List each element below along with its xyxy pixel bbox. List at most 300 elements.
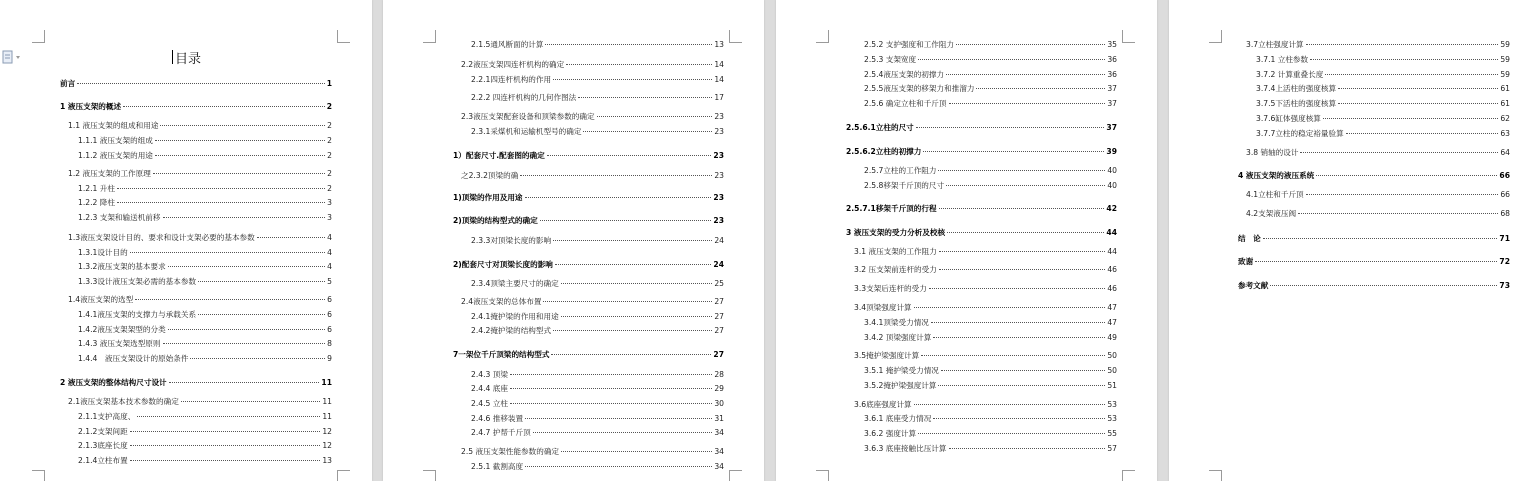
- dot-leader: [198, 281, 325, 282]
- toc-entry[interactable]: [453, 151, 724, 161]
- dot-leader: [947, 232, 1104, 233]
- margin-mark: [1122, 30, 1135, 43]
- dot-leader: [1338, 103, 1498, 104]
- toc-entry-title: 2.2.1四连杆机构的作用: [471, 75, 552, 84]
- toc-entry-title: 3.6.3 底座接触比压计算: [864, 444, 947, 453]
- toc-entry-title: 3.7立柱强度计算: [1246, 40, 1304, 49]
- toc-entry-title: 1.2.1 升柱: [78, 184, 115, 193]
- toc-entry-title: 1.4.1液压支架的支撑力与承载关系: [78, 310, 197, 319]
- toc-entry[interactable]: [68, 295, 332, 305]
- toc-entry[interactable]: [78, 151, 332, 161]
- toc-entry[interactable]: [846, 228, 1117, 238]
- dot-leader: [510, 374, 712, 375]
- toc-entry-title: 2.2.2 四连杆机构的几何作图法: [471, 93, 577, 102]
- toc-entry-title: 2.3.3对顶梁长度的影响: [471, 236, 552, 245]
- toc-entry[interactable]: [453, 350, 724, 360]
- margin-mark: [1209, 30, 1222, 43]
- toc-entry-page-number: 8: [327, 339, 332, 348]
- toc-entry[interactable]: [78, 427, 332, 437]
- dot-leader: [914, 307, 1106, 308]
- toc-entry[interactable]: [854, 303, 1117, 313]
- toc-entry-title: 4 液压支架的液压系统: [1238, 171, 1315, 180]
- dot-leader: [1325, 74, 1498, 75]
- toc-entry-title: 3.7.4上活柱的强度核算: [1256, 84, 1337, 93]
- dot-leader: [160, 125, 325, 126]
- toc-entry-title: 2.5.6.2立柱的初撑力: [846, 147, 922, 156]
- toc-entry-title: 2.4.5 立柱: [471, 399, 508, 408]
- dot-leader: [929, 288, 1106, 289]
- toc-entry[interactable]: [68, 233, 332, 243]
- toc-entry-title: 3.8 销轴的设计: [1246, 148, 1299, 157]
- dot-leader: [578, 97, 712, 98]
- toc-entry-page-number: 36: [1107, 70, 1117, 79]
- toc-entry-title: 2.5.3 支架宽度: [864, 55, 917, 64]
- margin-mark: [423, 30, 436, 43]
- toc-entry[interactable]: [471, 428, 724, 438]
- toc-entry[interactable]: [1238, 257, 1510, 267]
- toc-entry-page-number: 44: [1107, 247, 1117, 256]
- dot-leader: [1338, 88, 1498, 89]
- toc-entry-page-number: 57: [1107, 444, 1117, 453]
- margin-mark: [32, 470, 45, 481]
- dot-leader: [923, 151, 1104, 152]
- toc-entry[interactable]: [78, 262, 332, 272]
- toc-entry[interactable]: [1256, 84, 1510, 94]
- dot-leader: [933, 337, 1105, 338]
- toc-entry[interactable]: [1256, 114, 1510, 124]
- toc-entry-title: 1)顶梁的作用及用途: [453, 193, 523, 202]
- toc-entry-title: 2 液压支架的整体结构尺寸设计: [60, 378, 167, 387]
- margin-mark: [816, 30, 829, 43]
- toc-entry-title: 之2.3.2顶梁的确: [461, 171, 519, 180]
- toc-entry[interactable]: [471, 279, 724, 289]
- dot-leader: [561, 316, 713, 317]
- dot-leader: [938, 385, 1105, 386]
- toc-entry[interactable]: [864, 99, 1117, 109]
- dot-leader: [1306, 44, 1499, 45]
- toc-entry-page-number: 37: [1107, 99, 1117, 108]
- dot-leader: [551, 354, 711, 355]
- dot-leader: [956, 44, 1105, 45]
- toc-entry-title: 2.1.1支护高度、: [78, 412, 136, 421]
- toc-entry-page-number: 61: [1500, 99, 1510, 108]
- toc-entry-page-number: 30: [714, 399, 724, 408]
- toc-entry-page-number: 27: [714, 326, 724, 335]
- dot-leader: [1270, 285, 1497, 286]
- margin-mark: [337, 470, 350, 481]
- toc-entry-page-number: 27: [713, 350, 724, 359]
- dot-leader: [181, 401, 321, 402]
- toc-entry-page-number: 4: [327, 233, 332, 242]
- toc-entry-title: 3.7.2 计算重叠长度: [1256, 70, 1324, 79]
- toc-entry[interactable]: [471, 93, 724, 103]
- toc-entry-title: 1.3液压支架设计目的、要求和设计支架必要的基本参数: [68, 233, 255, 242]
- toc-entry[interactable]: [68, 121, 332, 131]
- toc-entry[interactable]: [864, 333, 1117, 343]
- dot-leader: [547, 155, 712, 156]
- toc-entry-page-number: 34: [714, 428, 724, 437]
- dot-leader: [190, 358, 325, 359]
- toc-entry-title: 2.4.4 底座: [471, 384, 508, 393]
- toc-entry-title: 3.5.2掩护梁强度计算: [864, 381, 937, 390]
- toc-entry-title: 4.2支架液压阀: [1246, 209, 1297, 218]
- toc-entry-title: 1.2.3 支架和输送机前移: [78, 213, 161, 222]
- toc-entry-page-number: 4: [327, 248, 332, 257]
- dot-leader: [946, 74, 1105, 75]
- toc-entry-title: 3.7.1 立柱参数: [1256, 55, 1309, 64]
- toc-entry-title: 3.5掩护梁强度计算: [854, 351, 920, 360]
- dot-leader: [1263, 238, 1498, 239]
- toc-entry-page-number: 35: [1107, 40, 1117, 49]
- toc-entry-title: 1.2.2 降柱: [78, 198, 115, 207]
- toc-entry[interactable]: [453, 260, 724, 270]
- dot-leader: [520, 175, 712, 176]
- toc-entry-page-number: 37: [1107, 84, 1117, 93]
- toc-entry-title: 3.4.2 顶梁强度计算: [864, 333, 932, 342]
- dot-leader: [130, 460, 321, 461]
- toc-entry-title: 3.5.1 掩护梁受力情况: [864, 366, 939, 375]
- dot-leader: [918, 433, 1105, 434]
- toc-entry-page-number: 23: [714, 171, 724, 180]
- dot-leader: [117, 188, 325, 189]
- dot-leader: [163, 343, 326, 344]
- toc-entry[interactable]: [78, 441, 332, 451]
- dot-leader: [916, 127, 1105, 128]
- toc-entry-title: 3.4顶梁强度计算: [854, 303, 912, 312]
- toc-entry-page-number: 2: [327, 184, 332, 193]
- toc-entry-page-number: 11: [322, 412, 332, 421]
- toc-entry[interactable]: [864, 55, 1117, 65]
- dot-leader: [525, 197, 712, 198]
- toc-entry-page-number: 12: [322, 441, 332, 450]
- dot-leader: [1306, 194, 1499, 195]
- toc-entry-title: 2.5.6 确定立柱和千斤顶: [864, 99, 947, 108]
- toc-entry-title: 1.4.4 液压支架设计的原始条件: [78, 354, 189, 363]
- toc-entry-title: 2.5.6.1立柱的尺寸: [846, 123, 914, 132]
- dot-leader: [533, 432, 713, 433]
- toc-entry[interactable]: [471, 326, 724, 336]
- toc-entry[interactable]: [854, 247, 1117, 257]
- toc-entry[interactable]: [864, 381, 1117, 391]
- margin-mark: [729, 30, 742, 43]
- toc-entry-title: 结 论: [1238, 234, 1261, 243]
- toc-entry-page-number: 3: [327, 198, 332, 207]
- toc-entry-title: 2.2液压支架四连杆机构的确定: [461, 60, 565, 69]
- toc-entry-title: 3.6.2 强度计算: [864, 429, 917, 438]
- toc-entry[interactable]: [864, 40, 1117, 50]
- toc-entry[interactable]: [1256, 55, 1510, 65]
- dot-leader: [155, 140, 325, 141]
- toc-entry[interactable]: [471, 399, 724, 409]
- toc-entry[interactable]: [864, 429, 1117, 439]
- dot-leader: [130, 431, 321, 432]
- toc-entry-title: 3.2 压支架前连杆的受力: [854, 265, 937, 274]
- dot-leader: [153, 173, 325, 174]
- dot-leader: [1300, 152, 1498, 153]
- toc-entry-title: 3.3支架后连杆的受力: [854, 284, 927, 293]
- toc-entry[interactable]: [854, 265, 1117, 275]
- toc-entry-page-number: 24: [713, 260, 724, 269]
- toc-entry-page-number: 23: [713, 193, 724, 202]
- toc-entry-page-number: 29: [714, 384, 724, 393]
- toc-entry-title: 2.4.7 护帮千斤顶: [471, 428, 531, 437]
- dot-leader: [1316, 175, 1497, 176]
- toc-entry[interactable]: [78, 310, 332, 320]
- toc-entry-title: 3.7.7立柱的稳定裕量验算: [1256, 129, 1344, 138]
- dot-leader: [155, 155, 325, 156]
- dot-leader: [1323, 118, 1498, 119]
- toc-entry-page-number: 62: [1500, 114, 1510, 123]
- dot-leader: [555, 264, 712, 265]
- toc-entry-page-number: 2: [327, 136, 332, 145]
- toc-entry-page-number: 47: [1107, 303, 1117, 312]
- toc-entry-page-number: 66: [1500, 190, 1510, 199]
- toc-entry[interactable]: [471, 462, 724, 472]
- dot-leader: [510, 403, 712, 404]
- toc-entry-page-number: 28: [714, 370, 724, 379]
- toc-entry[interactable]: [864, 181, 1117, 191]
- dot-leader: [163, 217, 326, 218]
- dot-leader: [938, 170, 1105, 171]
- toc-entry-title: 2.5.4液压支架的初撑力: [864, 70, 945, 79]
- toc-entry-page-number: 50: [1107, 366, 1117, 375]
- toc-entry-page-number: 46: [1107, 265, 1117, 274]
- toc-entry[interactable]: [864, 366, 1117, 376]
- toc-entry-page-number: 59: [1500, 55, 1510, 64]
- toc-entry-title: 1.3.1设计目的: [78, 248, 128, 257]
- toc-entry-page-number: 27: [714, 312, 724, 321]
- toc-entry-title: 1.4液压支架的选型: [68, 295, 134, 304]
- dot-leader: [130, 252, 325, 253]
- dot-leader: [921, 355, 1105, 356]
- toc-entry-title: 1 液压支架的概述: [60, 102, 122, 111]
- toc-entry-page-number: 6: [327, 310, 332, 319]
- dot-leader: [566, 64, 712, 65]
- margin-mark: [1209, 470, 1222, 481]
- dot-leader: [168, 329, 325, 330]
- dot-leader: [135, 299, 325, 300]
- toc-entry[interactable]: [60, 378, 332, 388]
- toc-entry-page-number: 11: [322, 397, 332, 406]
- dot-leader: [1298, 213, 1498, 214]
- dot-leader: [941, 370, 1105, 371]
- toc-entry-title: 4.1立柱和千斤顶: [1246, 190, 1304, 199]
- toc-entry-title: 2)配套尺寸对顶梁长度的影响: [453, 260, 553, 269]
- toc-entry[interactable]: [78, 136, 332, 146]
- toc-entry[interactable]: [471, 75, 724, 85]
- toc-entry-title: 2.5 液压支架性能参数的确定: [461, 447, 560, 456]
- toc-entry-title: 3.6.1 底座受力情况: [864, 414, 932, 423]
- toc-entry-page-number: 1: [326, 79, 332, 88]
- toc-entry[interactable]: [471, 236, 724, 246]
- toc-entry[interactable]: [78, 277, 332, 287]
- toc-entry-title: 3.6底座强度计算: [854, 400, 912, 409]
- toc-entry[interactable]: [846, 204, 1117, 214]
- toc-entry-page-number: 39: [1106, 147, 1117, 156]
- dot-leader: [510, 388, 712, 389]
- toc-entry[interactable]: [846, 123, 1117, 133]
- toc-entry-page-number: 44: [1106, 228, 1117, 237]
- toc-entry-title: 1）配套尺寸.配套图的确定: [453, 151, 545, 160]
- toc-entry[interactable]: [1246, 190, 1510, 200]
- toc-entry[interactable]: [68, 397, 332, 407]
- toc-entry[interactable]: [68, 169, 332, 179]
- toc-entry[interactable]: [854, 284, 1117, 294]
- toc-entry-page-number: 42: [1106, 204, 1117, 213]
- toc-entry[interactable]: [453, 216, 724, 226]
- toc-entry[interactable]: [461, 447, 724, 457]
- toc-entry-title: 2.1液压支架基本技术参数的确定: [68, 397, 179, 406]
- toc-entry-page-number: 23: [713, 216, 724, 225]
- toc-entry[interactable]: [1256, 129, 1510, 139]
- toc-entry-page-number: 23: [713, 151, 724, 160]
- dot-leader: [198, 314, 325, 315]
- toc-entry[interactable]: [471, 370, 724, 380]
- margin-mark: [1122, 470, 1135, 481]
- toc-entry-title: 2.5.5液压支架的移架力和推溜力: [864, 84, 975, 93]
- toc-entry-page-number: 59: [1500, 70, 1510, 79]
- toc-entry-title: 2.5.2 支护强度和工作阻力: [864, 40, 955, 49]
- toc-entry-page-number: 40: [1107, 166, 1117, 175]
- toc-entry[interactable]: [471, 127, 724, 137]
- toc-entry-page-number: 17: [714, 93, 724, 102]
- toc-entry-page-number: 36: [1107, 55, 1117, 64]
- toc-entry-page-number: 13: [322, 456, 332, 465]
- toc-entry[interactable]: [1238, 171, 1510, 181]
- dot-leader: [169, 382, 320, 383]
- toc-entry[interactable]: [78, 184, 332, 194]
- margin-mark: [816, 470, 829, 481]
- toc-entry-page-number: 13: [714, 40, 724, 49]
- dot-leader: [597, 116, 713, 117]
- toc-entry[interactable]: [78, 456, 332, 466]
- toc-entry[interactable]: [864, 84, 1117, 94]
- toc-entry[interactable]: [854, 400, 1117, 410]
- dot-leader: [918, 59, 1105, 60]
- toc-entry-title: 2.5.7.1移架千斤顶的行程: [846, 204, 937, 213]
- toc-entry-page-number: 2: [327, 151, 332, 160]
- toc-entry-page-number: 40: [1107, 181, 1117, 190]
- dot-leader: [553, 240, 712, 241]
- dot-leader: [545, 44, 712, 45]
- toc-entry-page-number: 73: [1499, 281, 1510, 290]
- toc-entry[interactable]: [1256, 70, 1510, 80]
- toc-entry[interactable]: [471, 384, 724, 394]
- toc-entry-title: 2.3.4顶梁主要尺寸的确定: [471, 279, 559, 288]
- toc-entry-page-number: 49: [1107, 333, 1117, 342]
- toc-entry-page-number: 31: [714, 414, 724, 423]
- toc-entry[interactable]: [78, 198, 332, 208]
- toc-entry[interactable]: [864, 70, 1117, 80]
- toc-entry-page-number: 12: [322, 427, 332, 436]
- toc-entry-title: 1.4.2液压支架架型的分类: [78, 325, 166, 334]
- toc-entry-page-number: 71: [1499, 234, 1510, 243]
- dot-leader: [525, 418, 712, 419]
- toc-entry[interactable]: [78, 412, 332, 422]
- toc-entry-title: 3 液压支架的受力分析及校核: [846, 228, 946, 237]
- toc-entry[interactable]: [461, 171, 724, 181]
- toc-entry-page-number: 72: [1499, 257, 1510, 266]
- dot-leader: [130, 445, 321, 446]
- toc-entry[interactable]: [78, 248, 332, 258]
- dot-leader: [976, 88, 1105, 89]
- dot-leader: [77, 83, 325, 84]
- dot-leader: [939, 251, 1105, 252]
- margin-mark: [337, 30, 350, 43]
- toc-entry[interactable]: [471, 414, 724, 424]
- toc-entry-title: 3.4.1顶梁受力情况: [864, 318, 929, 327]
- toc-entry-page-number: 68: [1500, 209, 1510, 218]
- toc-entry-title: 2.3液压支架配套设备和顶梁参数的确定: [461, 112, 595, 121]
- toc-entry-page-number: 25: [714, 279, 724, 288]
- toc-entry-page-number: 14: [714, 75, 724, 84]
- toc-entry[interactable]: [1238, 234, 1510, 244]
- dot-leader: [117, 202, 325, 203]
- toc-entry-page-number: 6: [327, 295, 332, 304]
- toc-entry-title: 1.1 液压支架的组成和用途: [68, 121, 159, 130]
- toc-entry[interactable]: [854, 351, 1117, 361]
- toc-entry-title: 2.4.6 推移装置: [471, 414, 524, 423]
- toc-entry-page-number: 23: [714, 127, 724, 136]
- toc-entry[interactable]: [461, 297, 724, 307]
- dot-leader: [543, 301, 712, 302]
- toc-entry-page-number: 47: [1107, 318, 1117, 327]
- toc-entry-page-number: 5: [327, 277, 332, 286]
- toc-entry[interactable]: [60, 79, 332, 89]
- dot-leader: [931, 322, 1105, 323]
- toc-entry[interactable]: [1246, 40, 1510, 50]
- toc-entry-title: 2)顶梁的结构型式的确定: [453, 216, 538, 225]
- toc-entry-page-number: 53: [1107, 400, 1117, 409]
- toc-entry-page-number: 14: [714, 60, 724, 69]
- toc-entry[interactable]: [864, 166, 1117, 176]
- toc-entry[interactable]: [864, 318, 1117, 328]
- toc-entry[interactable]: [461, 112, 724, 122]
- dot-leader: [933, 418, 1105, 419]
- toc-entry-title: 致谢: [1238, 257, 1254, 266]
- toc-entry[interactable]: [1246, 209, 1510, 219]
- dot-leader: [949, 448, 1106, 449]
- toc-entry[interactable]: [453, 193, 724, 203]
- toc-entry[interactable]: [78, 354, 332, 364]
- toc-entry[interactable]: [78, 213, 332, 223]
- toc-entry-title: 3.7.5下活柱的强度核算: [1256, 99, 1337, 108]
- toc-entry[interactable]: [471, 312, 724, 322]
- dot-leader: [946, 185, 1105, 186]
- paste-options-icon[interactable]: [2, 50, 22, 64]
- toc-entry[interactable]: [60, 102, 332, 112]
- toc-entry[interactable]: [864, 414, 1117, 424]
- toc-entry-title: 1.1.1 液压支架的组成: [78, 136, 153, 145]
- dot-leader: [553, 79, 712, 80]
- toc-entry-title: 1.4.3 液压支架选型原则: [78, 339, 161, 348]
- dot-leader: [540, 220, 712, 221]
- toc-entry[interactable]: [471, 40, 724, 50]
- dot-leader: [561, 283, 713, 284]
- toc-entry[interactable]: [1238, 281, 1510, 291]
- toc-entry-title: 2.4液压支架的总体布置: [461, 297, 542, 306]
- toc-entry[interactable]: [846, 147, 1117, 157]
- toc-entry[interactable]: [1246, 148, 1510, 158]
- toc-entry[interactable]: [78, 339, 332, 349]
- toc-entry[interactable]: [1256, 99, 1510, 109]
- toc-entry-title: 2.3.1采煤机和运输机型号的确定: [471, 127, 582, 136]
- toc-entry[interactable]: [461, 60, 724, 70]
- toc-entry[interactable]: [864, 444, 1117, 454]
- dot-leader: [914, 404, 1106, 405]
- margin-mark: [32, 30, 45, 43]
- toc-entry[interactable]: [78, 325, 332, 335]
